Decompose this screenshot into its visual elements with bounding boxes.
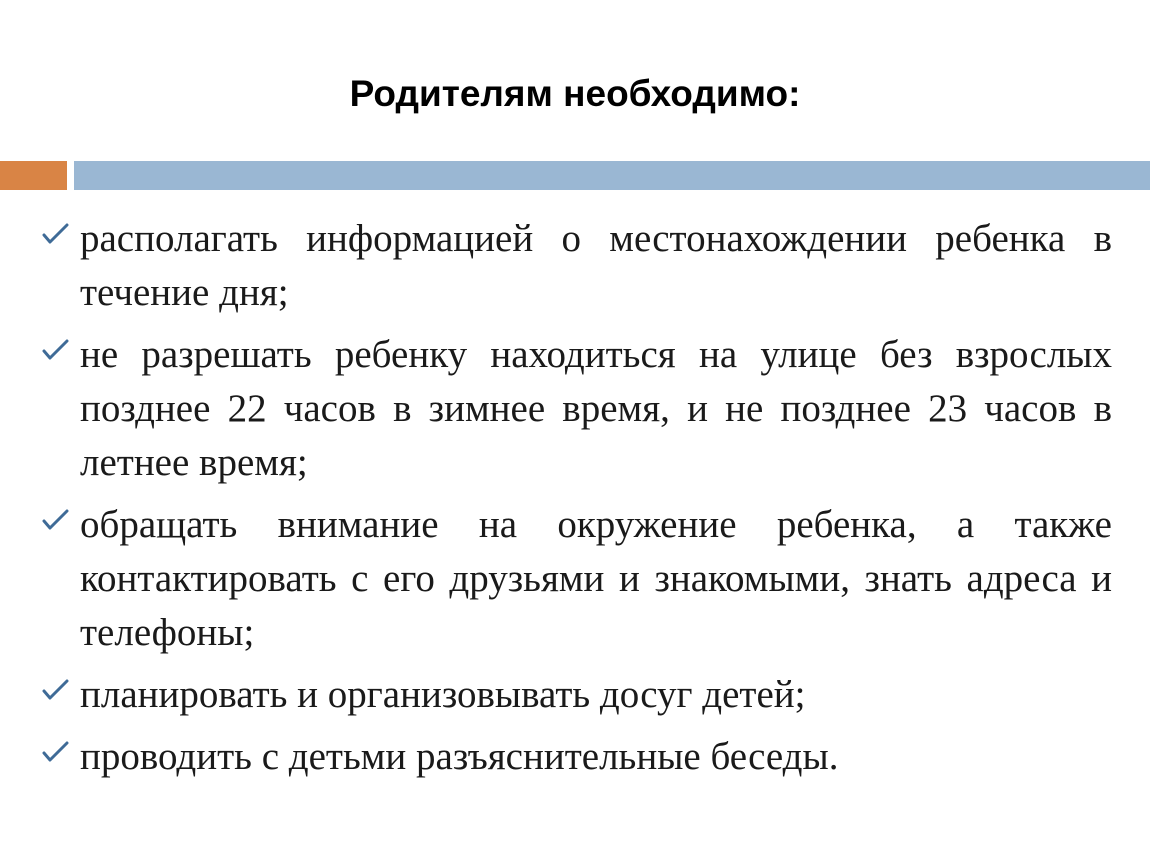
list-item xyxy=(42,328,1112,490)
check-mark-icon xyxy=(42,338,70,362)
check-mark-icon xyxy=(42,508,70,532)
accent-bar xyxy=(0,161,67,190)
bullet-text: располагать информацией о местонахождении ребенка в течение дня; xyxy=(80,217,1112,314)
bullet-list xyxy=(42,212,1112,792)
bullet-text: обращать внимание на окружение ребенка, а также контактировать с его друзьями и знакомыми, знать адреса и телефоны; xyxy=(80,503,1112,654)
slide-title: Родителям необходимо: xyxy=(349,73,801,114)
list-item xyxy=(42,498,1112,660)
header-divider-bar xyxy=(74,161,1150,190)
check-mark-icon xyxy=(42,678,70,702)
check-mark-icon xyxy=(42,740,70,764)
bullet-text: не разрешать ребенку находиться на улице без взрослых позднее 22 часов в зимнее время, и не позднее 23 часов в летнее время; xyxy=(80,333,1112,484)
list-item xyxy=(42,730,1112,784)
bullet-text: проводить с детьми разъяснительные беседы. xyxy=(80,735,839,778)
bullet-text: планировать и организовывать досуг детей; xyxy=(80,673,806,716)
check-mark-icon xyxy=(42,222,70,246)
list-item xyxy=(42,212,1112,320)
list-item xyxy=(42,668,1112,722)
